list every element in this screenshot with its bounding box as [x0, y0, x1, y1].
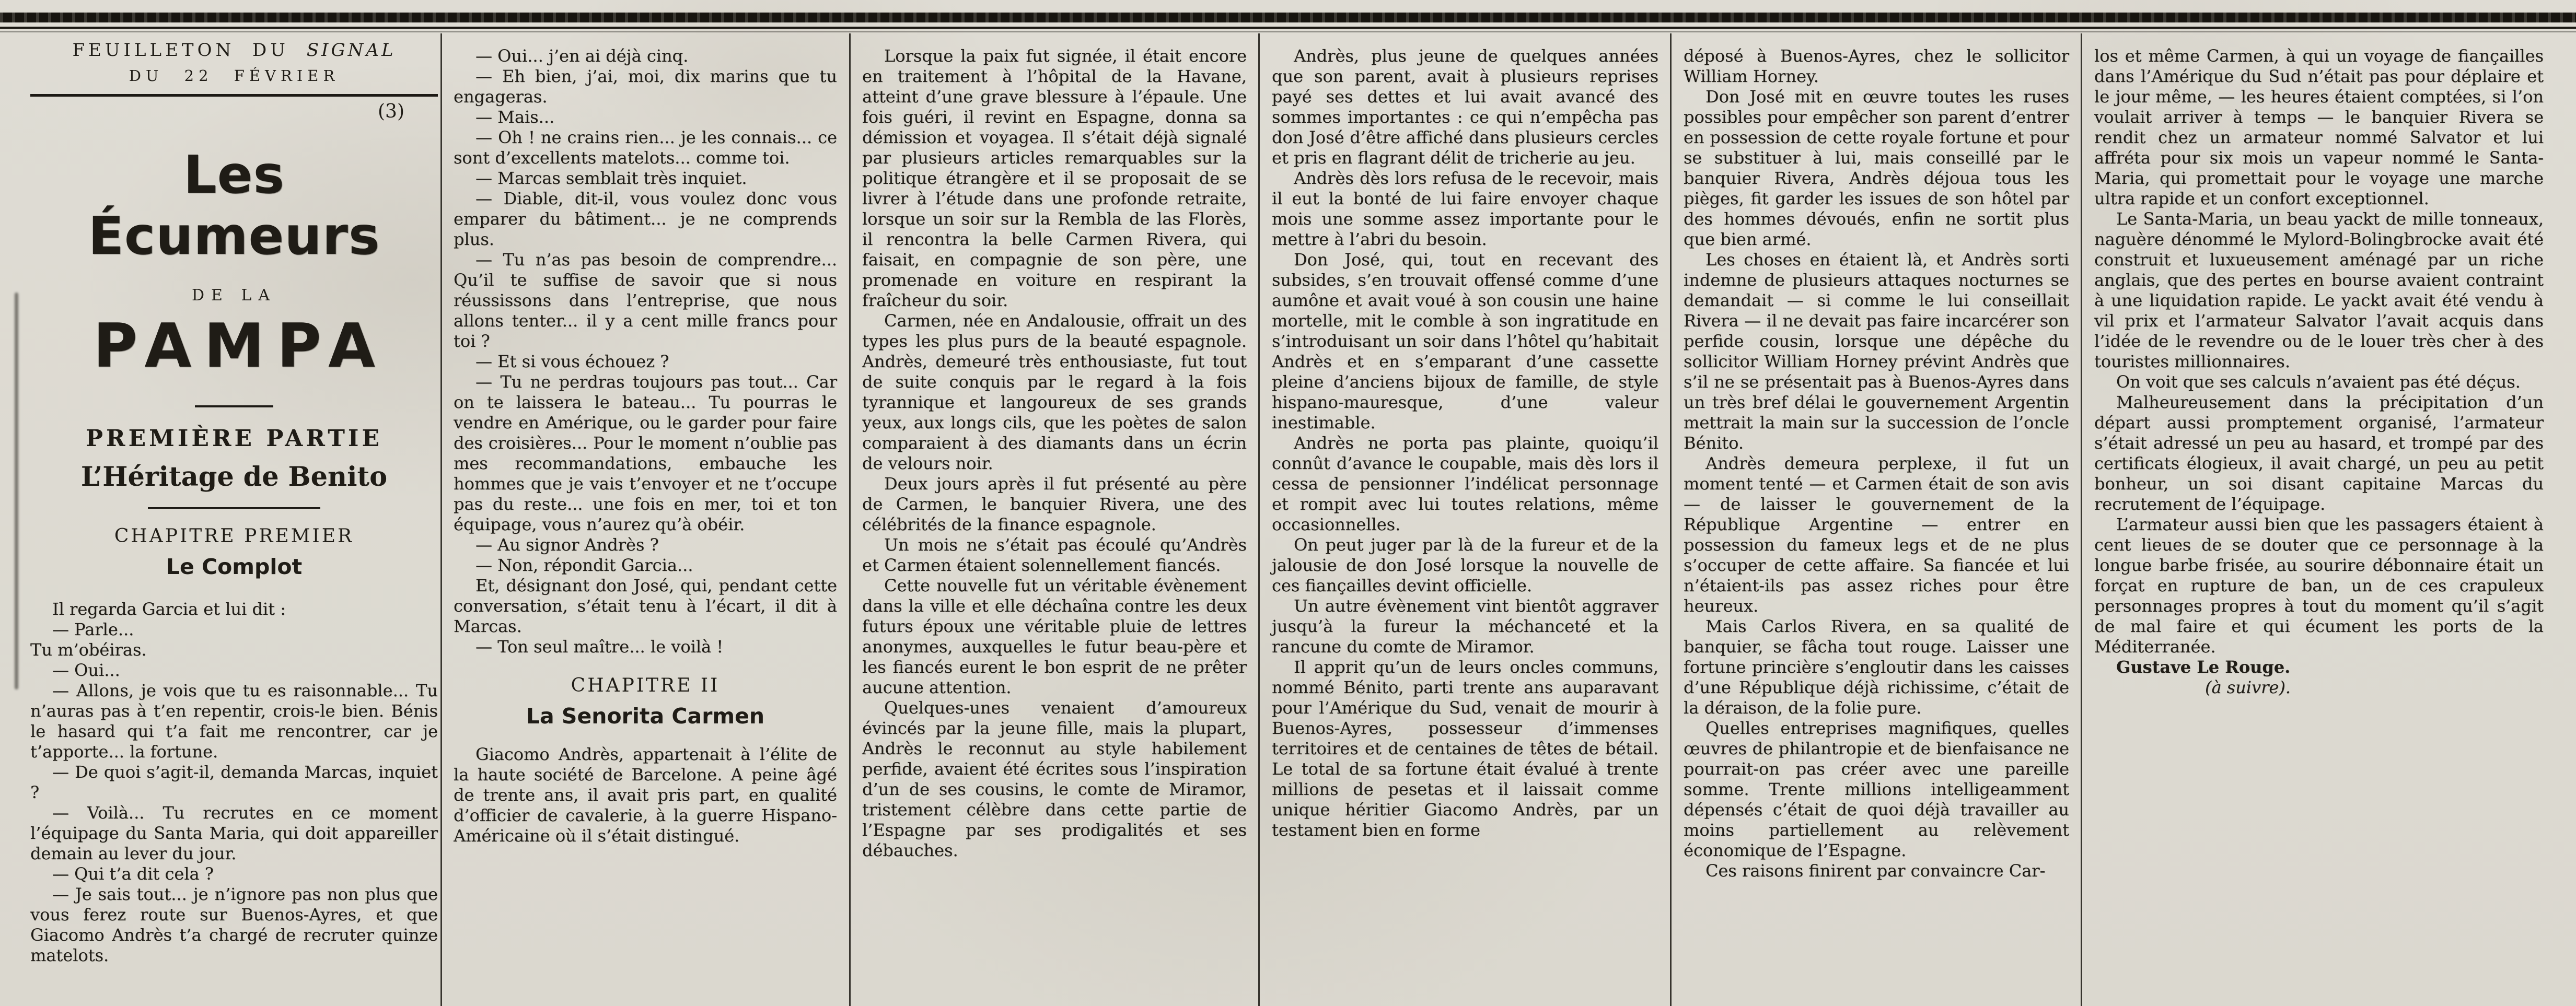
chapter-2-title: La Senorita Carmen [526, 704, 765, 729]
masthead [30, 31, 438, 97]
text-column-3 [862, 46, 1247, 1006]
paragraph: — Oui... j’en ai déjà cinq. [475, 46, 689, 66]
text-column-4 [1272, 46, 1658, 1006]
serial-title-connector: DE LA [191, 286, 277, 305]
journal-name: SIGNAL [306, 40, 396, 61]
paragraph: — De quoi s’agit-il, demanda Marcas, inquiet ? [30, 762, 438, 802]
column-divider-2 [849, 33, 851, 1006]
paragraph: Malheureusement dans la précipitation d’un départ aussi promptement organisé, l’armateur s’était adressé un peu au hasard, et trompé par des certificats élogieux, il avait chargé, un peu au petit bonheur, un soi disant capitaine Marcas du recrutement de l’équipage. [2094, 392, 2544, 514]
masthead-line [30, 40, 438, 61]
paragraph: Deux jours après il fut présenté au père de Carmen, le banquier Rivera, une des célébrités de la finance espagnole. [862, 474, 1247, 534]
column-divider-1 [440, 33, 442, 1006]
paragraph: Lorsque la paix fut signée, il était encore en traitement à l’hôpital de la Havane, atteint d’une grave blessure à l’épaule. Une fois guéri, il revint en Espagne, donna sa démission et voyagea. Il s’était déjà signalé par plusieurs articles remarquables sur la politique étrangère et il se proposait de se livrer à l’étude dans une profonde retraite, lorsque un soir sur la Rembla de las Florès, il rencontra la belle Carmen Rivera, qui faisait, en compagnie de son père, une promenade en voiture en respirant la fraîcheur du soir. [862, 46, 1247, 310]
paragraph: — Ton seul maître... le voilà ! [475, 637, 724, 657]
paragraph: — Oui... [52, 660, 120, 680]
paragraph: L’armateur aussi bien que les passagers étaient à cent lieues de se douter que ce personnage à la longue barbe frisée, au sourire débonnaire était un forçat en rupture de ban, un de ces crapuleux personnages propres à tout du moment qu’il s’agit de mal faire et qui écument les ports de la Méditerranée. [2094, 514, 2544, 657]
chapter-1-heading: CHAPITRE PREMIER [114, 525, 354, 547]
paragraph: Andrès ne porta pas plainte, quoiqu’il connût d’avance le coupable, mais dès lors il cessa de pensionner l’indélicat personnage et rompit avec lui toutes relations, même occasionnelles. [1272, 433, 1658, 534]
text-column-6 [2094, 46, 2544, 1006]
paragraph: — Voilà... Tu recrutes en ce moment l’équipage du Santa Maria, qui doit appareiller demain au lever du jour. [30, 803, 438, 863]
paragraph: Mais Carlos Rivera, en sa qualité de banquier, se fâcha tout rouge. Laisser une fortune princière s’engloutir dans les caisses d’une République déjà richissime, c’était de la déraison, de la folie pure. [1684, 616, 2069, 718]
paragraph: los et même Carmen, à qui un voyage de fiançailles dans l’Amérique du Sud n’était pas pour déplaire et le jour même, — les heures étaient comptées, si l’on voulait arriver à temps — le banquier Rivera se rendit chez un armateur nommé Salvator et lui affréta pour six mois un vapeur nommé le Santa-Maria, qui promettait pour le voyage une marche ultra rapide et un confort exceptionnel. [2094, 46, 2544, 208]
paragraph: — Oh ! ne crains rien... je les connais... ce sont d’excellents matelots... comme toi. [454, 127, 837, 168]
chapter-2-block [454, 675, 837, 729]
text-column-2 [454, 46, 837, 1006]
paragraph: Carmen, née en Andalousie, offrait un des types les plus purs de la beauté espagnole. Andrès, demeuré très enthousiaste, fut tout de suite conquis par le regard à la fois tyrannique et langoureux de ses grands yeux, aux longs cils, que les poètes de salon comparaient à des diamants dans un écrin de velours noir. [862, 311, 1247, 473]
paragraph: On peut juger par là de la fureur et de la jalousie de don José lorsque la nouvelle de ces fiançailles devint officielle. [1272, 535, 1658, 595]
paragraph: — Eh bien, j’ai, moi, dix marins que tu engageras. [454, 66, 837, 107]
paragraph: — Marcas semblait très inquiet. [475, 168, 747, 188]
top-rule-thin [0, 27, 2576, 29]
paragraph: — Et si vous échouez ? [475, 352, 669, 371]
paragraph: — Tu n’as pas besoin de comprendre... Qu’il te suffise de savoir que si nous réussissons dans l’entreprise, que nous allons tenter... il y a cent mille francs pour toi ? [454, 250, 837, 351]
paragraph: Tu m’obéiras. [30, 640, 147, 660]
paragraph: — Allons, je vois que tu es raisonnable... Tu n’auras pas à t’en repentir, crois-le bien. Bénis le hasard qui t’a fait me rencontrer, car je t’apporte... la fortune. [30, 681, 438, 762]
paragraph: déposé à Buenos-Ayres, chez le sollicitor William Horney. [1684, 46, 2069, 86]
paragraph: Il apprit qu’un de leurs oncles communs, nommé Bénito, parti trente ans auparavant pour l’Amérique du Sud, venait de mourir à Buenos-Ayres, possesseur d’immenses territoires et de centaines de têtes de bétail. Le total de sa fortune était évalué à trente millions de pesetas et il laissait comme unique héritier Giacomo Andrès, par un testament bien en forme [1272, 657, 1658, 840]
paragraph: Cette nouvelle fut un véritable évènement dans la ville et elle déchaîna contre les deux futurs époux une véritable pluie de lettres anonymes, auxquelles le futur beau-père et les fiancés eurent le bon esprit de ne prêter aucune attention. [862, 576, 1247, 697]
section-rule [148, 507, 320, 509]
text-column-5 [1684, 46, 2069, 1006]
masthead-prefix: FEUILLETON DU [72, 40, 289, 61]
paragraph: Le Santa-Maria, un beau yackt de mille tonneaux, naguère dénommé le Mylord-Bolingbrocke avait été construit et luxueusement aménagé par un riche anglais, que des pertes en bourse avaient contraint à une liquidation rapide. Le yackt avait été vendu à vil prix et l’armateur Salvator l’avait acquis dans l’idée de le revendre ou de le louer très cher à des touristes millionnaires. [2094, 209, 2544, 371]
paragraph: — Qui t’a dit cela ? [52, 864, 214, 884]
paragraph: — Non, répondit Garcia... [475, 555, 693, 575]
paragraph: Ces raisons finirent par convaincre Car- [1705, 861, 2046, 881]
part-subtitle: L’Héritage de Benito [80, 461, 388, 493]
chapter-2-heading: CHAPITRE II [571, 675, 720, 696]
paragraph: Andrès demeura perplexe, il fut un moment tenté — et Carmen était de son avis — de laisser le gouvernement de la République Argentine — entrer en possession du fameux legs et de ne plus s’occuper de cette affaire. Sa fiancée et lui n’étaient-ils pas assez riches pour être heureux. [1684, 453, 2069, 616]
to-be-continued: (à suivre). [2205, 677, 2291, 697]
paragraph: — Au signor Andrès ? [475, 535, 659, 555]
top-rule-thick [0, 13, 2576, 22]
scan-artifact [15, 293, 18, 689]
paragraph: Il regarda Garcia et lui dit : [52, 599, 286, 619]
chapter-1-title: Le Complot [166, 554, 303, 579]
section-rule [195, 405, 273, 407]
serial-title-line2: PAMPA [93, 311, 388, 381]
paragraph: — Mais... [475, 107, 555, 127]
column-1-text [30, 599, 438, 966]
paragraph: — Je sais tout... je n’ignore pas non plus que vous ferez route sur Buenos-Ayres, et que Giacomo Andrès t’a chargé de recruter quinze matelots. [30, 884, 438, 965]
paragraph: — Tu ne perdras toujours pas tout... Car on te laissera le bateau... Tu pourras le vendre en Amérique, ou le garder pour faire des croisières... Pour le moment n’oublie pas mes recommandations, embauche les hommes que je vais t’envoyer et ne t’occupe pas du reste... une fois en mer, toi et ton équipage, vous n’aurez qu’à obéir. [454, 372, 837, 534]
paragraph: On voit que ses calculs n’avaient pas été déçus. [2116, 372, 2521, 392]
paragraph: Giacomo Andrès, appartenait à l’élite de la haute société de Barcelone. A peine âgé de trente ans, il avait pris part, en qualité d’officier de cavalerie, à la guerre Hispano-Américaine où il s’était distingué. [454, 744, 837, 846]
serial-title-line1: Les Écumeurs [88, 144, 380, 266]
column-divider-3 [1258, 33, 1260, 1006]
paragraph: Quelles entreprises magnifiques, quelles œuvres de philantropie et de bienfaisance ne pourrait-on pas créer avec une pareille somme. Trente millions intelligeamment dépensés c’était de quoi déjà travailler au moins partiellement au relèvement économique de l’Espagne. [1684, 718, 2069, 860]
paragraph: Quelques-unes venaient d’amoureux évincés par la jeune fille, mais la plupart, Andrès le reconnut au style habilement perfide, avaient été écrites sous l’inspiration d’un de ses cousins, le comte de Miramor, tristement célèbre dans cette partie de l’Espagne par ses prodigalités et ses débauches. [862, 698, 1247, 860]
paragraph: Don José, qui, tout en recevant des subsides, s’en trouvait offensé comme d’une aumône et avait voué à son cousin une haine mortelle, mit le comble à son ingratitude en s’introduisant un soir dans l’hôtel qu’habitait Andrès et en s’emparant d’une cassette pleine d’anciens bijoux de famille, de style hispano-mauresque, d’une valeur inestimable. [1272, 250, 1658, 432]
column-divider-4 [1670, 33, 1672, 1006]
paragraph: Don José mit en œuvre toutes les ruses possibles pour empêcher son parent d’entrer en possession de cette royale fortune et pour se substituer à lui, mais conseillé par le banquier Rivera, Andrès déjoua tous les pièges, fit garder les issues de son hôtel par des hommes dévoués, enfin ne sortit plus que bien armé. [1684, 87, 2069, 249]
paragraph: Un mois ne s’était pas écoulé qu’Andrès et Carmen étaient solennellement fiancés. [862, 535, 1247, 575]
column-divider-5 [2081, 33, 2082, 1006]
title-column [30, 31, 438, 1006]
part-heading: PREMIÈRE PARTIE [85, 425, 383, 452]
installment-number: (3) [378, 101, 404, 122]
paragraph: Andrès dès lors refusa de le recevoir, mais il eut la bonté de lui faire envoyer chaque mois une somme assez importante pour le mettre à l’abri du besoin. [1272, 168, 1658, 249]
paragraph: Un autre évènement vint bientôt aggraver jusqu’à la fureur la méchanceté et la rancune du comte de Miramor. [1272, 596, 1658, 657]
paragraph: Les choses en étaient là, et Andrès sorti indemne de plusieurs attaques nocturnes se demandait — si comme le lui conseillait Rivera — il ne devait pas faire incarcérer son perfide cousin, lorsque une dépêche du sollicitor William Horney prévint Andrès que s’il ne se présentait pas à Buenos-Ayres dans un très bref délai le gouvernement Argentin mettrait la main sur la succession de l’oncle Bénito. [1684, 250, 2069, 453]
paragraph: — Diable, dit-il, vous voulez donc vous emparer du bâtiment... je ne comprends plus. [454, 189, 837, 249]
paragraph: — Parle... [52, 619, 134, 639]
masthead-date: DU 22 FÉVRIER [129, 67, 340, 85]
author-signature: Gustave Le Rouge. [2116, 657, 2291, 677]
paragraph: Et, désignant don José, qui, pendant cette conversation, s’était tenu à l’écart, il dit à Marcas. [454, 576, 837, 636]
paragraph: Andrès, plus jeune de quelques années que son parent, avait à plusieurs reprises payé ses dettes et lui avait avancé des sommes importantes : ce qui n’empêcha pas don José d’être affiché dans plusieurs cercles et pris en flagrant délit de tricherie au jeu. [1272, 46, 1658, 168]
